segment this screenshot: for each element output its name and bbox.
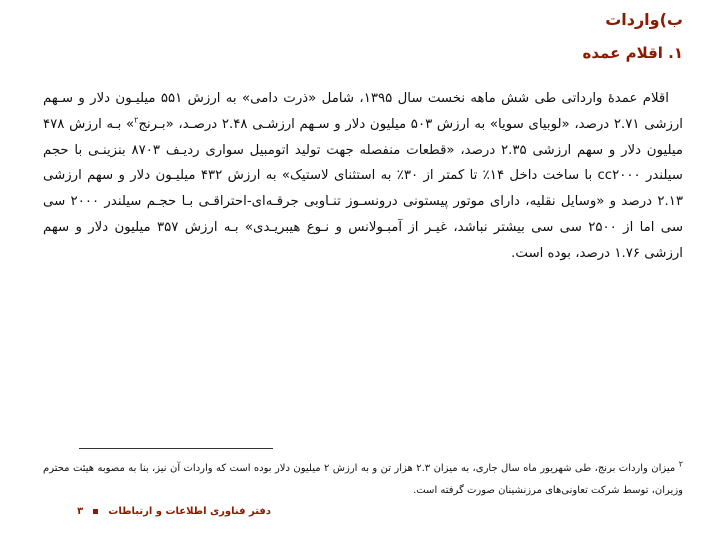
footnote-reference: ۲	[134, 115, 139, 125]
paragraph-text-part2: » بـه ارزش ۴۷۸ میلیون دلار و سهم ارزشی ۲.۳۵ درصد، «قطعات منفصله جهت تولید اتومبیل سواری ردیـف ۸۷۰۳ بنزینـی با حجم سیلندر cc۲۰۰۰ با ساخت داخل ۱۴٪ تا کمتر از ۳۰٪ به استثنای لاستیک» به ارزش ۴۳۲ میلیـون دلار و سهم ارزشی ۲.۱۳ درصد و «وسایل نقلیه، دارای موتور پیستونی درونسـوز تنـاوبی جرقـه‌ای-احتراقـی بـا حجـم سیلندر ۲۰۰۰ سی سی اما از ۲۵۰۰ سی سی بیشتر نباشد، غیـر از آمبـولانس و نـوع هیبریـدی» بـه ارزش ۳۵۷ میلیون دلار و سهم ارزشی ۱.۷۶ درصد، بوده است.	[43, 116, 684, 261]
page-footer	[77, 506, 271, 517]
section-heading: ب)واردات	[605, 10, 683, 29]
body-paragraph	[43, 86, 683, 267]
footnote-text: میزان واردات برنج، طی شهریور ماه سال جاری، به میزان ۲.۳ هزار تن و به ارزش ۲ میلیون دلار بوده است که واردات آن نیز، بنا به مصوبه هیئت محترم وزیران، توسط شرکت تعاونی‌های مرزنشینان صورت گرفته است.	[43, 463, 683, 496]
paragraph-text-part1: اقلام عمدهٔ وارداتی طی شش ماهه نخست سال ۱۳۹۵، شامل «ذرت دامی» به ارزش ۵۵۱ میلیـون دلار و سـهم ارزشی ۲.۷۱ درصد، «لوبیای سویا» به ارزش ۵۰۳ میلیون دلار و سـهم ارزشـی ۲.۴۸ درصـد، «بـرنج	[43, 91, 683, 132]
footnote-separator	[79, 448, 273, 449]
footnote-marker: ۲	[678, 459, 683, 469]
footer-department: دفتر فناوری اطلاعات و ارتباطات	[108, 506, 271, 517]
page-number: ۳	[77, 506, 84, 517]
subsection-heading: ۱. اقلام عمده	[582, 44, 683, 62]
square-bullet-icon	[93, 509, 98, 514]
footnote	[43, 458, 683, 502]
